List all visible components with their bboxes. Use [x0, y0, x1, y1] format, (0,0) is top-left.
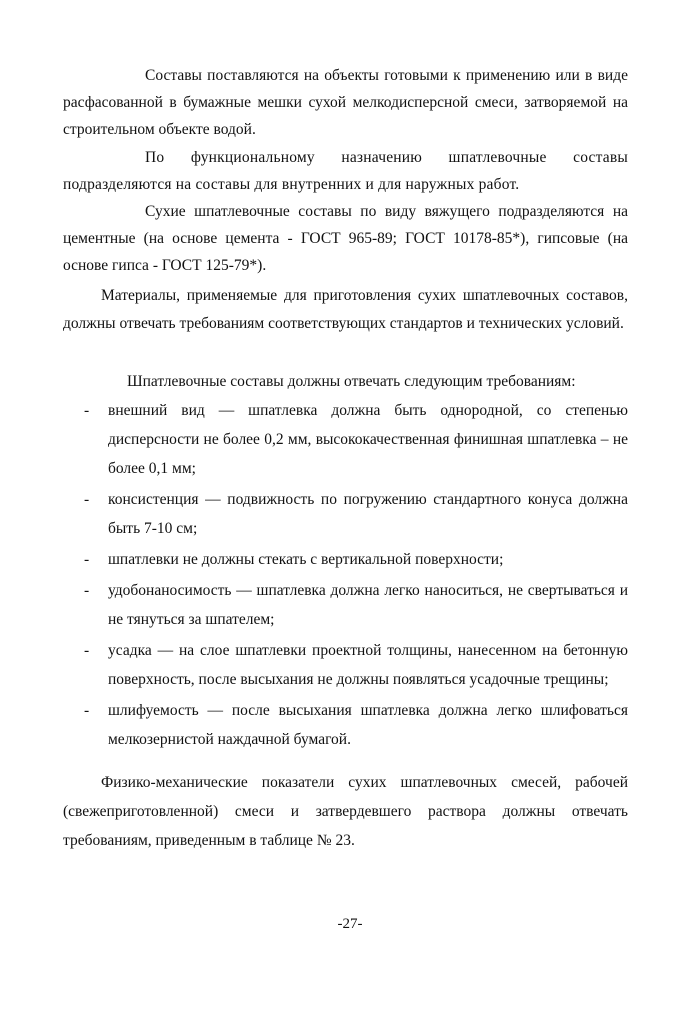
list-item: [80, 485, 628, 543]
list-item-text: внешний вид — шпатлевка должна быть однородной, со степенью дисперсности не более 0,2 мм, высококачественная финишная шпатлевка – не более 0,1 мм;: [108, 402, 628, 477]
list-item: [80, 576, 628, 634]
list-item: [80, 636, 628, 694]
list-item-text: шлифуемость — после высыхания шпатлевка должна легко шлифоваться мелкозернистой наждачной бумагой.: [108, 702, 628, 748]
paragraph-materials: Материалы, применяемые для приготовления сухих шпатлевочных составов, должны отвечать требованиям соответствующих стандартов и технических условий.: [63, 287, 628, 332]
list-item: [80, 696, 628, 754]
paragraph-binder-types: Сухие шпатлевочные составы по виду вяжущего подразделяются на цементные (на основе цемента - ГОСТ 965-89; ГОСТ 10178-85*), гипсовые (на основе гипса - ГОСТ 125-79*).: [63, 203, 628, 274]
list-item-text: удобонаносимость — шпатлевка должна легко наноситься, не свертываться и не тянуться за шпателем;: [108, 582, 628, 628]
list-dash: -: [84, 582, 90, 599]
list-item: [80, 545, 628, 574]
list-dash: -: [84, 642, 90, 659]
list-dash: -: [84, 551, 90, 568]
list-dash: -: [84, 402, 90, 419]
list-dash: -: [84, 702, 90, 719]
requirements-list: [80, 396, 628, 756]
paragraph-physical-indicators: Физико-механические показатели сухих шпатлевочных смесей, рабочей (свежеприготовленной) смеси и затвердевшего раствора должны отвечать требованиям, приведенным в таблице № 23.: [63, 774, 628, 849]
list-item-text: консистенция — подвижность по погружению стандартного конуса должна быть 7-10 см;: [108, 491, 628, 537]
paragraph-purpose: По функциональному назначению шпатлевочные составы подразделяются на составы для внутренних и для наружных работ.: [63, 149, 628, 193]
list-item-text: усадка — на слое шпатлевки проектной толщины, нанесенном на бетонную поверхность, после высыхания не должны появляться усадочные трещины;: [108, 642, 628, 688]
page-number: -27-: [337, 916, 363, 932]
list-item-text: шпатлевки не должны стекать с вертикальной поверхности;: [108, 551, 504, 568]
list-item: [80, 396, 628, 483]
list-dash: -: [84, 491, 90, 508]
paragraph-requirements-intro: Шпатлевочные составы должны отвечать следующим требованиям:: [127, 373, 576, 390]
paragraph-delivery: Составы поставляются на объекты готовыми к применению или в виде расфасованной в бумажные мешки сухой мелкодисперсной смеси, затворяемой на строительном объекте водой.: [63, 67, 628, 138]
